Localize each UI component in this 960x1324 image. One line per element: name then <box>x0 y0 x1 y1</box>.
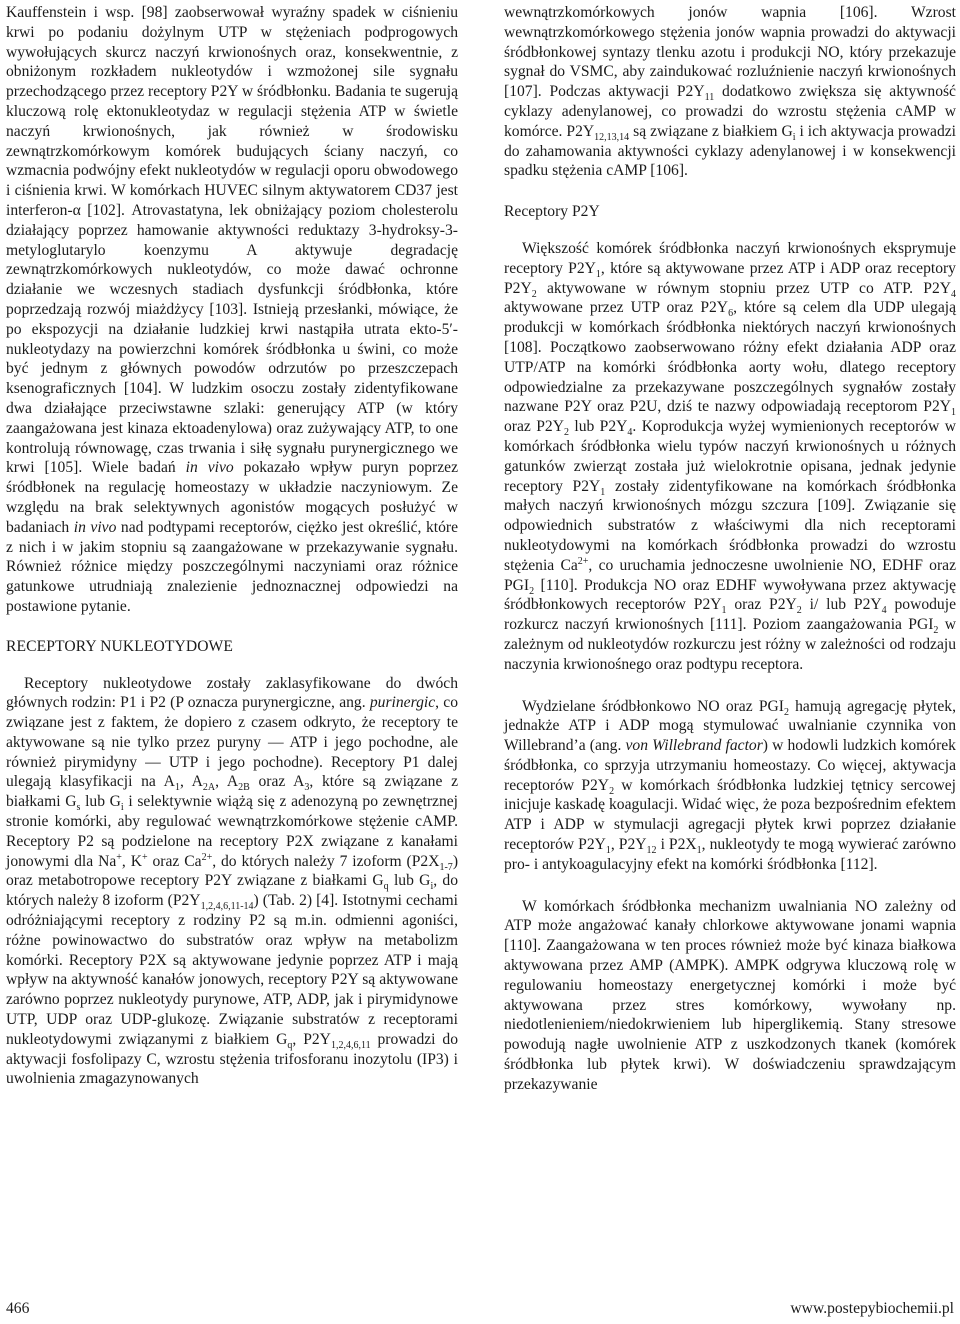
text-run: ) w hodowli ludzkich komórek śródbłonka, co sprzyja utrzymaniu homeostazy. Co więcej, aktywacja receptorów P2Y <box>504 737 956 794</box>
paragraph-spacer <box>504 675 956 697</box>
text-run: , które są aktywowane przez ATP i ADP oraz receptory P2Y <box>504 259 956 297</box>
text-run: w zależnym od nukleotydów rozkurczu jest różny w zależności od rodzaju naczynia krwionośnego oraz podtypu receptora. <box>504 616 956 673</box>
subscript: 2A <box>202 782 216 794</box>
superscript: + <box>141 851 148 863</box>
text-run: nad podtypami receptorów, ciężko jest określić, które z nich i w jakim stopniu są zaangażowane w przekazywanie sygnału. Również różnice między poszczególnymi naczyniami oraz różnice gatunkowe utrudniają znalezienie jednoznacznej odpowiedzi na postawione pytanie. <box>6 518 459 615</box>
text-run: Większość komórek śródbłonka naczyń krwionośnych eksprymuje receptory P2Y <box>504 239 956 277</box>
text-run: , nukleotydy te mogą wywierać zarówno pro- i antykoagulacyjny efekt na komórki śródbłonka [112]. <box>504 836 957 873</box>
text-run: oraz Ca <box>147 852 202 870</box>
subscript: 1 <box>721 605 727 617</box>
subscript: 2 <box>563 427 569 439</box>
text-run: , A <box>215 773 239 791</box>
italic-term: in vivo <box>185 459 234 477</box>
subscript: i <box>792 131 796 143</box>
subscript: 4 <box>627 427 633 439</box>
text-run: oraz A <box>249 773 305 791</box>
journal-website: www.postepybiochemii.pl <box>790 1300 954 1317</box>
text-run: i P2X <box>656 836 697 854</box>
paragraph-spacer <box>504 875 956 897</box>
paragraph-receptory-classification <box>6 674 458 1090</box>
text-run: ) (Tab. 2) [4]. Istotnymi cechami odróżniającymi receptory z rodziny P2 są m.in. odmienni agoniści, różne powinowactwo do substratów oraz wpływ na metabolizm komórki. Receptory P2X są aktywowane jedynie poprzez ATP i mają wpływ na aktywność kanałów jonowych, receptory P2Y są aktywowane zarówno poprzez nukleotydy purynowe, ATP, ADP, jak i pirymidynowe UTP, UDP oraz UDP-glukozę. Związanie substratów z receptorami nukleotydowymi związanymi z białkiem G <box>6 892 458 1048</box>
paragraph-p2y-expression <box>504 239 956 675</box>
text-run: prowadzi do aktywacji fosfolipazy C, wzrostu stężenia trifosforanu inozytolu (IP3) i uwolnienia zmagazynowanych <box>6 1030 459 1088</box>
subscript: 4 <box>881 605 887 617</box>
subscript: 11 <box>704 92 715 104</box>
text-run: , które są związane z białkami G <box>6 773 458 811</box>
subscript: 2B <box>238 782 250 794</box>
subscript: 2 <box>529 585 535 597</box>
italic-term: in vivo <box>73 518 117 536</box>
text-run: , K <box>121 852 142 870</box>
text-run: , P2Y <box>610 836 647 854</box>
text-run: , P2Y <box>292 1030 331 1048</box>
text-run: oraz P2Y <box>726 596 797 614</box>
subscript: q <box>287 1039 293 1051</box>
text-run: zostały zidentyfikowane na komórkach śródbłonka małych naczyń krwionośnych mózgu szczura [109]. Związanie się odpowiednich substratów z właściwymi dla nich receptorami nukleotydowymi na komórkach śródbłonka prowadzi do wzrostu stężenia Ca <box>504 477 956 574</box>
italic-term: von Willebrand factor <box>625 737 763 755</box>
subscript: 2 <box>796 605 802 617</box>
text-run: , A <box>179 773 203 791</box>
subscript: 2 <box>531 288 537 300</box>
superscript: 2+ <box>577 555 589 567</box>
text-run: . Koprodukcja wyżej wymienionych receptorów w komórkach śródbłonka wielu typów naczyń krwionośnych u różnych gatunków zwierząt została już wielokrotnie opisana, jednak jedynie receptory P2Y <box>504 418 957 495</box>
text-run: lub P2Y <box>568 418 628 436</box>
text-run: , do których należy 8 izoform (P2Y <box>6 872 459 910</box>
subscript: 2 <box>609 785 615 797</box>
right-column <box>504 3 956 1095</box>
text-run: powoduje rozkurcz naczyń krwionośnych [111]. Poziom zaangażowania PGI <box>504 596 956 634</box>
subscript: 1 <box>951 407 956 419</box>
text-run: pokazało wpływ puryn poprzez śródbłonek na regulację homeostazy w układzie naczyniowym. Ze względu na brak selektywnych agonistów mogących posłużyć w badaniach <box>6 459 458 536</box>
paragraph-intro <box>6 3 458 617</box>
text-run: Kauffenstein i wsp. [98] zaobserwował wyraźny spadek w ciśnieniu krwi po podaniu dożylnym UTP w stężeniach podprogowych wywołujących skurcz naczyń krwionośnych oraz, konsekwentnie, z obniżonym rozkładem nukleotydów i wzmożonej sile sygnału przechodzącego przez receptory P2Y w śródbłonku. Badania te sugerują kluczową rolę ektonukleotydaz w regulacji stężenia ATP w świetle naczyń krwionośnych, jak również w środowisku zewnątrzkomórkowym komórek budujących ściany naczyń, co wzmacnia podwójny efekt nukleotydów w regulacji oporu obwodowego i ciśnienia krwi. W komórkach HUVEC silnym aktywatorem CD37 jest interferon-α [102]. Atrovastatyna, lek obniżający poziom cholesterolu działający poprzez hamowanie aktywności reduktazy 3-hydroksy-3-metyloglutarylo koenzymu A aktywuje degradację zewnątrzkomórkowych nukleotydów, co może dawać ochronne działanie we wczesnych stadiach dysfunkcji śródbłonka, które poprzedzają rozwój miażdżycy [103]. Istnieją przesłanki, mówiące, że po ekspozycji na działanie ludzkiej krwi nastąpiła utrata ekto-5′-nukleotydazy na powierzchni komórek śródbłonka u świni, co może być jednym z głównych powodów odrzutów po przeszczepach ksenograficznych [104]. W ludzkim osoczu zostały zidentyfikowane dwa działające przeciwstawne szlaki: generujący ATP (w który zaangażowana jest kinaza ektoadenylowa) oraz zużywający ATP, to one kontrolują równowagę, czas trwania i siłę sygnału purynergicznego we krwi [105]. Wiele badań <box>6 4 458 477</box>
subscript: 3 <box>304 782 310 794</box>
subscript: 1 <box>600 486 606 498</box>
text-run: ) oraz metabotropowe receptory P2Y związane z białkami G <box>6 852 459 890</box>
text-run: oraz P2Y <box>504 418 564 436</box>
text-run: są związane z białkiem G <box>629 122 793 140</box>
text-run: aktywowane w równym stopniu przez UTP co ATP. P2Y <box>536 279 951 297</box>
section-heading-receptory-p2y: Receptory P2Y <box>504 203 600 221</box>
text-run: , które są celem dla UDP ulegają produkcji w komórkach śródbłonka niektórych naczyń krwionośnych [108]. Początkowo zaobserwowano różny efekt działania ADP oraz UTP/ATP na komórki śródbłonka aorty wołu, dlatego receptory odpowiedzialne za przekazywane poszczególnych sygnałów zostały nazwane P2Y oraz P2U, dziś te nazwy odpowiadają receptorom P2Y <box>504 299 956 416</box>
paragraph-calcium-signaling <box>504 3 956 181</box>
subscript: 1,2,4,6,11 <box>330 1039 371 1051</box>
text-run: Receptory nukleotydowe zostały zaklasyfikowane do dwóch głównych rodzin: P1 i P2 (P oznacza purynergiczne, ang. <box>6 674 458 712</box>
paragraph-platelet-aggregation <box>504 697 956 875</box>
text-run: Wydzielane śródbłonkowo NO oraz PGI <box>522 697 784 715</box>
subscript: s <box>76 802 81 814</box>
subscript: 12 <box>646 845 657 857</box>
text-run: lub G <box>80 793 121 811</box>
text-run: , co uruchamia jednoczesne uwolnienie NO, EDHF oraz PGI <box>504 556 956 594</box>
text-run: i selektywnie wiążą się z adenozyną po zewnętrznej stronie komórki, aby regulować wewnątrzkomórkowe stężenie cAMP. Receptory P2 są podzielone na receptory P2X związane z kanałami jonowymi dla Na <box>6 793 459 870</box>
text-run: lub G <box>388 872 431 890</box>
subscript: 1 <box>174 782 180 794</box>
text-run: wewnątrzkomórkowych jonów wapnia [106]. Wzrost wewnątrzkomórkowego stężenia jonów wapnia prowadzi do aktywacji śródbłonkowej syntazy tlenku azotu i produkcji NO, który przekazuje sygnał do VSMC, aby zaindukować rozluźnienie naczyń krwionośnych [107]. Podczas aktywacji P2Y <box>504 4 956 101</box>
subscript: 12,13,14 <box>594 131 630 143</box>
paragraph-no-release-mechanism: W komórkach śródbłonka mechanizm uwalniania NO zależny od ATP może angażować kanały chlorkowe aktywowane jonami wapnia [110]. Zaangażowana w ten proces również może być kinaza białkowa aktywowana przez AMP (AMPK). AMPK odgrywa kluczową rolę w regulowaniu homeostazy energetycznej komórki i może być aktywowana przez stres komórkowy, wywołany np. niedotlenieniem/niedokrwieniem lub hiperglikemią. Stany stresowe powodują nagłe uwolnienie ATP z uszkodzonych tkanek (komórek śródbłonka lub płytek krwi). W doświadczeniu sprawdzającym przekazywanie <box>504 897 956 1093</box>
text-run: aktywowane przez UTP oraz P2Y <box>504 299 729 317</box>
page-number: 466 <box>6 1300 30 1317</box>
subscript: i <box>430 881 434 893</box>
text-run: [110]. Produkcja NO oraz EDHF wywoływana przez aktywację śródbłonkowych receptorów P2Y <box>504 576 956 614</box>
subscript: 1 <box>605 845 611 857</box>
subscript: q <box>383 881 389 893</box>
left-column <box>6 3 458 1089</box>
superscript: 2+ <box>201 851 213 863</box>
subscript: 6 <box>728 308 734 320</box>
subscript: 1 <box>696 845 702 857</box>
superscript: + <box>116 851 122 863</box>
subscript: 2 <box>783 706 789 718</box>
subscript: 1 <box>595 268 601 280</box>
subscript: i <box>120 802 124 814</box>
text-run: w komórkach śródbłonka ludzkiej tętnicy sercowej inicjuje kaskadę koagulacji. Widać więc, że poza bezpośrednim efektem ATP i ADP w stymulacji agregacji płytek krwi poprzez działanie receptorów P2Y <box>504 776 956 854</box>
italic-term: purinergic <box>369 694 436 712</box>
text-run: , co związane jest z faktem, że dopiero z czasem odkryto, że receptory te aktywowane są nie tylko przez puryny — ATP i jego pochodne, ale również pirymidyny — UTP i jego pochodne). Receptory P1 dalej ulegają klasyfikacji na A <box>6 694 459 791</box>
subscript: 1,2,4,6,11-14 <box>200 901 254 913</box>
text-run: i/ lub P2Y <box>801 596 882 614</box>
text-run: dodatkowo zwiększa się aktywność cyklazy adenylanowej, co prowadzi do wzrostu stężenia cAMP w komórce. P2Y <box>504 83 956 140</box>
text-run: , do których należy 7 izoform (P2X <box>212 852 440 870</box>
subscript: 2 <box>933 625 939 637</box>
subscript: 4 <box>951 288 956 300</box>
text-run: i ich aktywacja prowadzi do zahamowania aktywności cyklazy adenylanowej i w konsekwencji spadku stężenia cAMP [106]. <box>504 122 956 180</box>
section-heading-receptory-nukleotydowe: RECEPTORY NUKLEOTYDOWE <box>6 637 233 655</box>
text-run: hamują agregację płytek, jednakże ATP i ADP mogą stymulować uwalnianie czynnika von Willebrand’a (ang. <box>504 697 956 755</box>
subscript: 1-7 <box>439 861 453 873</box>
